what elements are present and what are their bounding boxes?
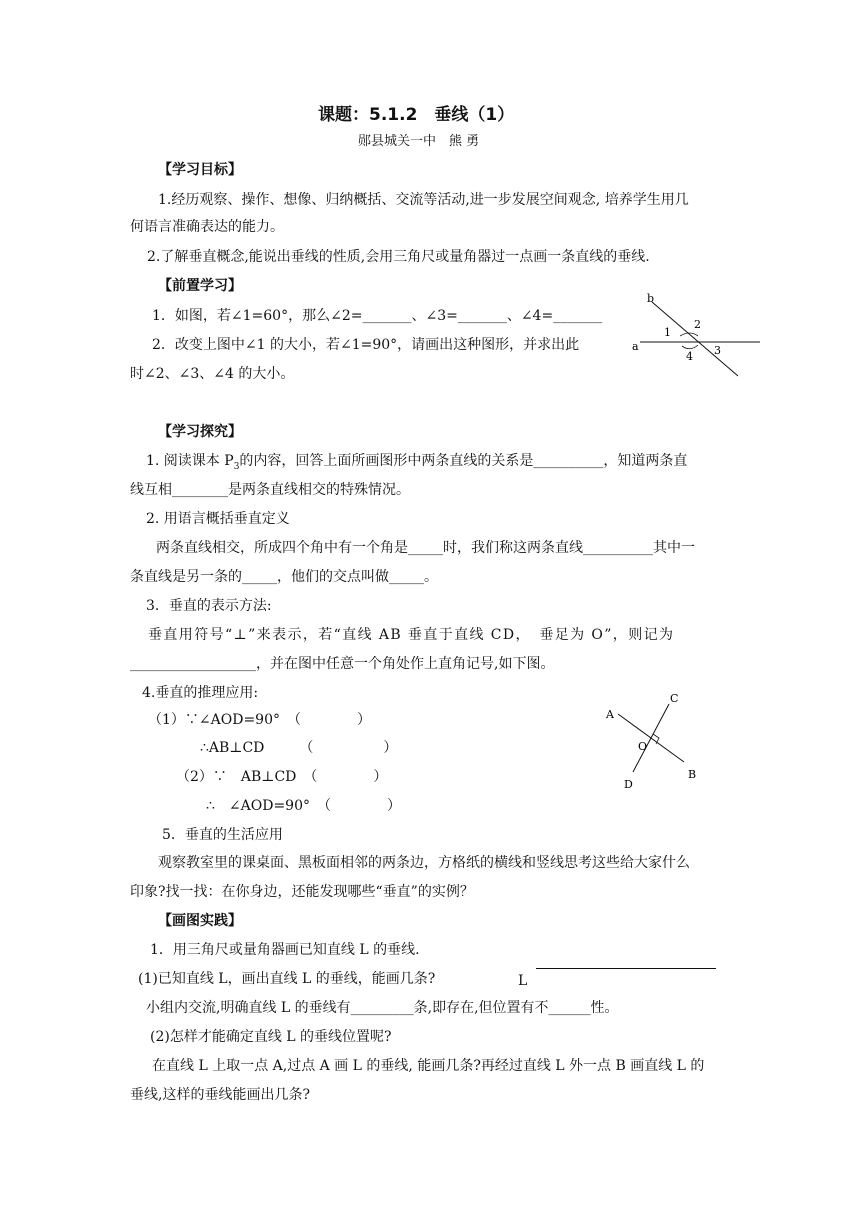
practice-question-1a: (1)已知直线 L，画出直线 L 的垂线，能画几条? bbox=[138, 971, 436, 987]
angle-label-1: 1 bbox=[664, 326, 671, 339]
label-b: b bbox=[647, 292, 655, 305]
explore-question-3-line-2: __________________，并在图中任意一个角处作上直角记号,如下图。 bbox=[130, 656, 555, 672]
angle-label-3: 3 bbox=[714, 344, 721, 357]
label-A: A bbox=[606, 708, 614, 721]
intersecting-lines-figure bbox=[620, 290, 760, 382]
page-title: 课题：5.1.2 垂线（1） bbox=[318, 105, 515, 125]
label-D: D bbox=[624, 778, 633, 791]
explore-question-5: 5．垂直的生活应用 bbox=[162, 827, 283, 843]
preview-question-2-line-2: 时∠2、∠3、∠4 的大小。 bbox=[130, 366, 295, 382]
angle-label-2: 2 bbox=[694, 318, 701, 331]
reasoning-line-4: ∴ ∠AOD=90° （ ） bbox=[206, 798, 401, 814]
line-L-label: L bbox=[518, 973, 528, 989]
explore-question-5-line-1: 观察教室里的课桌面、黑板面相邻的两条边，方格纸的横线和竖线思考这些给大家什么 bbox=[158, 855, 690, 871]
label-O: O bbox=[638, 740, 648, 753]
section-heading-practice: 【画图实践】 bbox=[158, 913, 242, 929]
practice-question-1: 1．用三角尺或量角器画已知直线 L 的垂线. bbox=[150, 942, 420, 958]
section-heading-preview: 【前置学习】 bbox=[158, 278, 242, 294]
reasoning-line-1: （1）∵∠AOD=90° （ ） bbox=[148, 712, 371, 728]
practice-question-1b-line-1: 在直线 L 上取一点 A,过点 A 画 L 的垂线, 能画几条?再经过直线 L 外一点 B 画直线 L 的 bbox=[152, 1058, 705, 1074]
goal-item-1-line-1: 1.经历观察、操作、想像、归纳概括、交流等活动,进一步发展空间观念, 培养学生用几 bbox=[158, 192, 689, 208]
explore-question-4: 4.垂直的推理应用: bbox=[142, 685, 259, 701]
explore-question-3: 3．垂直的表示方法: bbox=[146, 598, 272, 614]
section-heading-goals: 【学习目标】 bbox=[158, 162, 242, 178]
angle-label-4: 4 bbox=[686, 350, 693, 363]
explore-question-1-line-1: 1. 阅读课本 $P_3$的内容，回答上面所画图形中两条直线的关系是__________，知道两条直 bbox=[146, 453, 688, 472]
section-heading-explore: 【学习探究】 bbox=[158, 424, 242, 440]
practice-question-1b: (2)怎样才能确定直线 L 的垂线位置呢? bbox=[150, 1029, 392, 1045]
reasoning-line-3: （2）∵ AB⊥CD （ ） bbox=[176, 769, 388, 785]
line-L bbox=[536, 968, 716, 969]
label-a: a bbox=[632, 340, 639, 353]
perpendicular-lines-figure bbox=[596, 688, 708, 796]
practice-question-1a-line-2: 小组内交流,明确直线 L 的垂线有_________条,即存在,但位置有不______性。 bbox=[146, 1000, 619, 1016]
preview-question-2-line-1: 2．改变上图中∠1 的大小，若∠1=90°，请画出这种图形，并求出此 bbox=[152, 337, 580, 353]
label-C: C bbox=[670, 692, 679, 705]
explore-question-5-line-2: 印象?找一找：在你身边，还能发现哪些“垂直”的实例？ bbox=[130, 884, 474, 900]
goal-item-2: 2.了解垂直概念,能说出垂线的性质,会用三角尺或量角器过一点画一条直线的垂线. bbox=[147, 249, 650, 265]
practice-question-1b-line-2: 垂线,这样的垂线能画出几条? bbox=[130, 1087, 310, 1103]
explore-question-2-line-1: 两条直线相交，所成四个角中有一个角是_____时，我们称这两条直线__________其中一 bbox=[156, 540, 695, 556]
explore-question-3-line-1: 垂直用符号“⊥”来表示，若“直线 AB 垂直于直线 CD， 垂足为 O”，则记为 bbox=[148, 627, 675, 643]
reasoning-line-2: ∴AB⊥CD （ ） bbox=[200, 740, 398, 756]
label-B: B bbox=[688, 768, 697, 781]
explore-question-2: 2. 用语言概括垂直定义 bbox=[146, 511, 290, 527]
goal-item-1-line-2: 何语言准确表达的能力。 bbox=[130, 219, 284, 235]
preview-question-1: 1．如图，若∠1=60°，那么∠2=_______、∠3=_______、∠4=_______ bbox=[152, 308, 603, 324]
explore-question-1-line-2: 线互相________是两条直线相交的特殊情况。 bbox=[130, 482, 410, 498]
author-line: 郧县城关一中 熊 勇 bbox=[358, 134, 480, 149]
explore-question-2-line-2: 条直线是另一条的_____，他们的交点叫做_____。 bbox=[130, 569, 438, 585]
